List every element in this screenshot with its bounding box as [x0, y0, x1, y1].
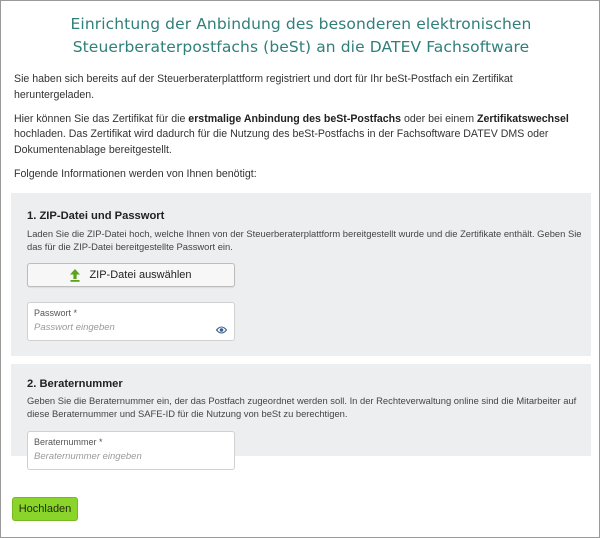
upload-button[interactable]: Hochladen [12, 497, 78, 521]
intro-p2-text-c: oder bei einem [401, 112, 477, 125]
advisor-number-input[interactable] [34, 451, 209, 462]
upload-arrow-icon [70, 269, 80, 282]
eye-icon[interactable] [216, 326, 227, 334]
intro-paragraph-1: Sie haben sich bereits auf der Steuerberaterplattform registriert und dort für Ihr beSt-Postfach ein Zertifikat heruntergeladen. [14, 73, 513, 101]
page-title-line-1: Einrichtung der Anbindung des besonderen elektronischen [70, 15, 532, 33]
section-1-description: Laden Sie die ZIP-Datei hoch, welche Ihnen von der Steuerberaterplattform bereitgestellt wurde und die Zertifikate enthält. Geben Sie das für die ZIP-Datei bereitgestellte Passwort ein. [27, 228, 582, 252]
password-input[interactable] [34, 322, 209, 333]
intro-p2-text-a: Hier können Sie das Zertifikat für die [14, 112, 189, 125]
intro-text [14, 72, 589, 191]
page-title [1, 13, 600, 59]
zip-file-select-button[interactable] [27, 263, 235, 287]
page-title-line-2: Steuerberaterpostfachs (beSt) an die DATEV Fachsoftware [72, 38, 530, 56]
password-field[interactable] [27, 302, 235, 341]
intro-p2-text-e: hochladen. Das Zertifikat wird dadurch für die Nutzung des beSt-Postfachs in der Fachsoftware DATEV DMS oder Dokumentenablage bereitgestellt. [14, 128, 549, 156]
advisor-number-field[interactable] [27, 431, 235, 470]
password-label: Passwort * [34, 308, 78, 318]
advisor-number-label: Beraternummer * [34, 437, 103, 447]
section-1-title: 1. ZIP-Datei und Passwort [27, 210, 165, 222]
zip-file-select-label: ZIP-Datei auswählen [89, 269, 192, 281]
section-2-title: 2. Beraternummer [27, 378, 123, 390]
intro-p2-bold-first-connection: erstmalige Anbindung des beSt-Postfachs [188, 112, 401, 125]
intro-paragraph-2 [14, 112, 589, 159]
section-2-description: Geben Sie die Beraternummer ein, der das Postfach zugeordnet werden soll. In der Rechteverwaltung online sind die Mitarbeiter auf diese Beraternummer und SAFE-ID für die Nutzung von beSt zu berechtigen. [27, 395, 577, 419]
intro-p2-bold-certificate-change: Zertifikatswechsel [476, 112, 569, 125]
intro-paragraph-3: Folgende Informationen werden von Ihnen benötigt: [14, 167, 257, 180]
